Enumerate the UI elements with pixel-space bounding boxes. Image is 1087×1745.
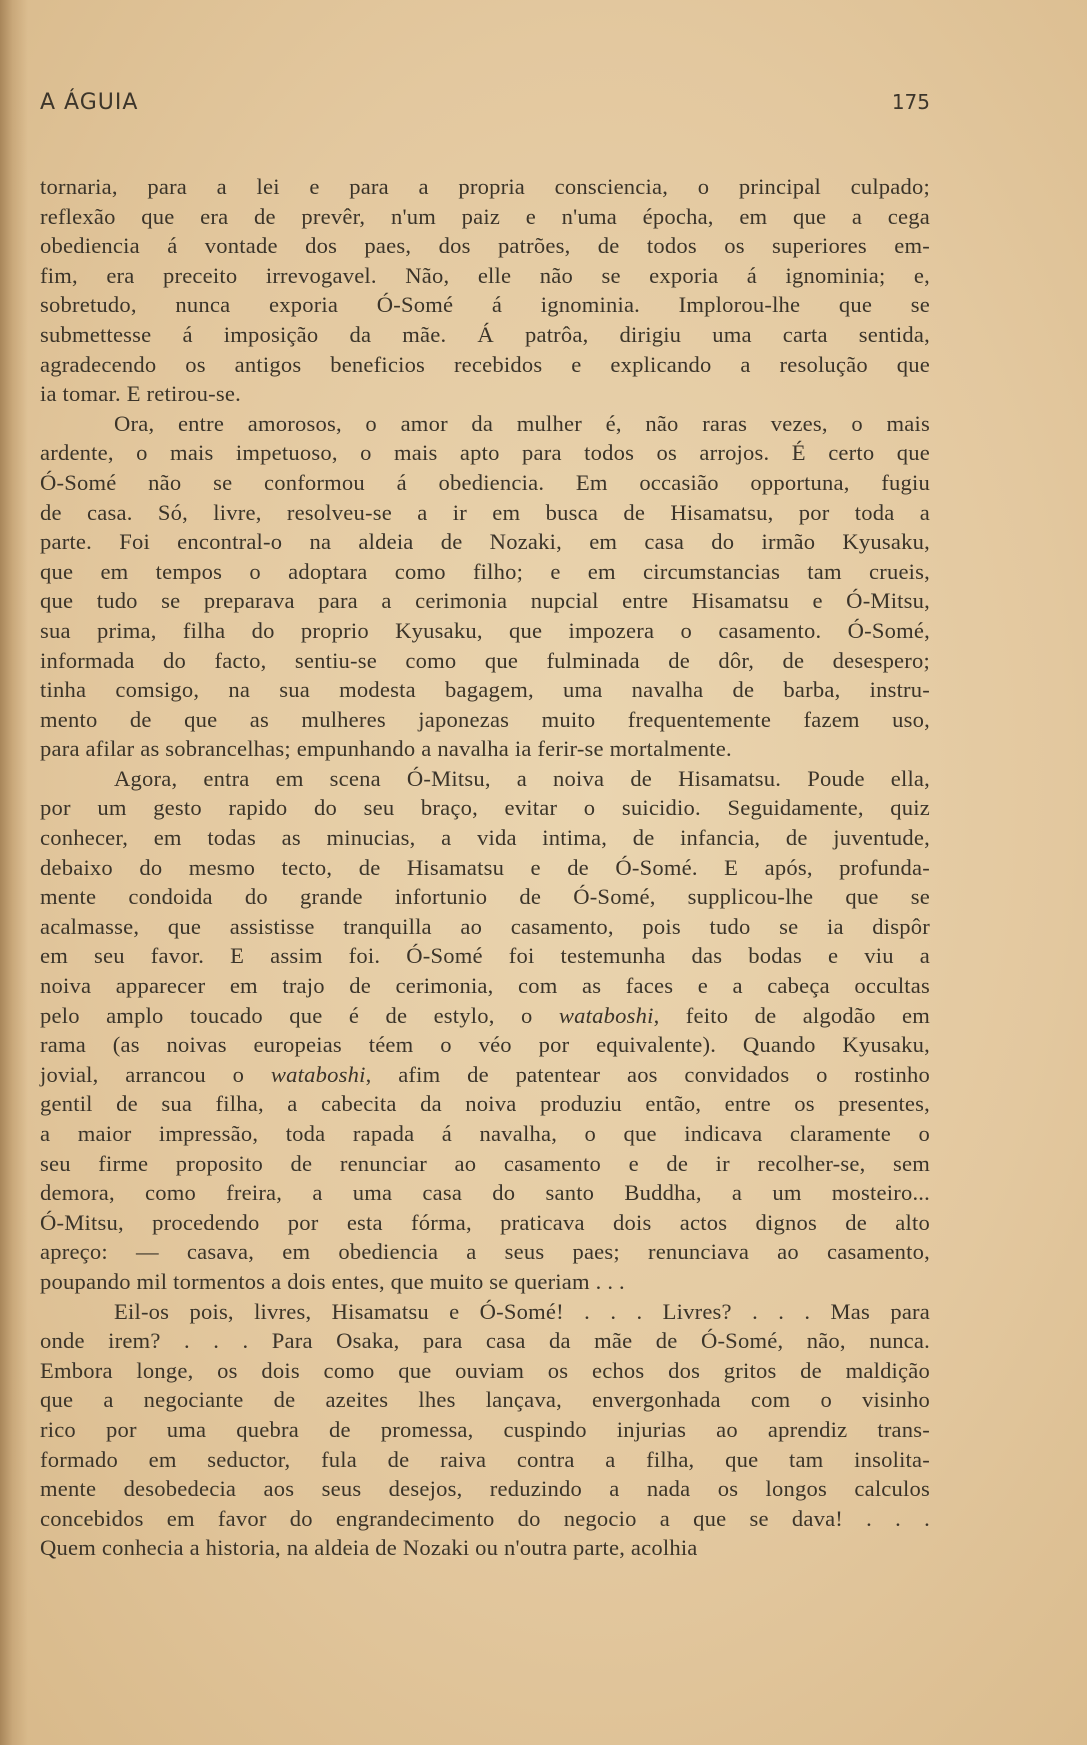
paragraph bbox=[40, 764, 930, 1297]
text-line: ardente, o mais impetuoso, o mais apto para todos os arrojos. É certo que bbox=[40, 440, 930, 466]
page-header bbox=[40, 90, 930, 120]
text-line: debaixo do mesmo tecto, de Hisamatsu e de Ó-Somé. E após, profunda- bbox=[40, 854, 930, 880]
text-line: conhecer, em todas as minucias, a vida intima, de infancia, de juventude, bbox=[40, 825, 930, 851]
text-line: a maior impressão, toda rapada á navalha, o que indicava claramente o bbox=[40, 1121, 930, 1146]
text-line: que em tempos o adoptara como filho; e em circumstancias tam crueis, bbox=[40, 558, 930, 584]
text-line: mento de que as mulheres japonezas muito frequentemente fazem uso, bbox=[40, 706, 930, 732]
text-line: sobretudo, nunca exporia Ó-Somé á ignominia. Implorou-lhe que se bbox=[40, 292, 930, 318]
text-line: onde irem? . . . Para Osaka, para casa da mãe de Ó-Somé, não, nunca. bbox=[40, 1328, 930, 1354]
text-line: poupando mil tormentos a dois entes, que muito se queriam . . . bbox=[40, 1268, 625, 1294]
text-line: noiva apparecer em trajo de cerimonia, com as faces e a cabeça occultas bbox=[40, 973, 930, 999]
text-line: concebidos em favor do engrandecimento do negocio a que se dava! . . . bbox=[40, 1505, 930, 1531]
page-gutter-shadow bbox=[0, 0, 28, 1745]
text-line: acalmasse, que assistisse tranquilla ao casamento, pois tudo se ia dispôr bbox=[40, 913, 930, 939]
text-line: Ó-Mitsu, procedendo por esta fórma, praticava dois actos dignos de alto bbox=[40, 1209, 930, 1235]
text-line: mente condoida do grande infortunio de Ó-Somé, supplicou-lhe que se bbox=[40, 884, 930, 910]
text-line: obediencia á vontade dos paes, dos patrões, de todos os superiores em- bbox=[40, 233, 930, 259]
text-line: informada do facto, sentiu-se como que fulminada de dôr, de desespero; bbox=[40, 647, 930, 673]
text-line: apreço: — casava, em obediencia a seus paes; renunciava ao casamento, bbox=[40, 1239, 930, 1265]
body-text bbox=[40, 172, 930, 1563]
paragraph bbox=[40, 172, 930, 409]
text-line: reflexão que era de prevêr, n'um paiz e n'uma épocha, em que a cega bbox=[40, 203, 930, 229]
page-number: 175 bbox=[891, 90, 930, 114]
text-line: sua prima, filha do proprio Kyusaku, que impozera o casamento. Ó-Somé, bbox=[40, 617, 930, 643]
text-line: tornaria, para a lei e para a propria consciencia, o principal culpado; bbox=[40, 174, 930, 199]
text-line: agradecendo os antigos beneficios recebidos e explicando a resolução que bbox=[40, 351, 930, 377]
text-line: Ó-Somé não se conformou á obediencia. Em occasião opportuna, fugiu bbox=[40, 469, 930, 495]
text-line: rama (as noivas europeias téem o véo por equivalente). Quando Kyusaku, bbox=[40, 1032, 930, 1058]
text-line: ia tomar. E retirou-se. bbox=[40, 381, 241, 407]
text-line: de casa. Só, livre, resolveu-se a ir em busca de Hisamatsu, por toda a bbox=[40, 499, 930, 525]
text-line: Quem conhecia a historia, na aldeia de Nozaki ou n'outra parte, acolhia bbox=[40, 1535, 698, 1561]
text-line: tinha comsigo, na sua modesta bagagem, uma navalha de barba, instru- bbox=[40, 677, 930, 703]
text-line: Embora longe, os dois como que ouviam os echos dos gritos de maldição bbox=[40, 1357, 930, 1383]
text-line: que tudo se preparava para a cerimonia nupcial entre Hisamatsu e Ó-Mitsu, bbox=[40, 588, 930, 614]
text-line: demora, como freira, a uma casa do santo Buddha, a um mosteiro... bbox=[40, 1180, 930, 1206]
running-head: A ÁGUIA bbox=[40, 90, 139, 115]
text-line: rico por uma quebra de promessa, cuspindo injurias ao aprendiz trans- bbox=[40, 1416, 930, 1442]
text-line: formado em seductor, fula de raiva contra a filha, que tam insolita- bbox=[40, 1446, 930, 1472]
text-line: por um gesto rapido do seu braço, evitar o suicidio. Seguidamente, quiz bbox=[40, 795, 930, 821]
paragraph bbox=[40, 1297, 930, 1563]
text-line: que a negociante de azeites lhes lançava, envergonhada com o visinho bbox=[40, 1387, 930, 1413]
text-line: seu firme proposito de renunciar ao casamento e de ir recolher-se, sem bbox=[40, 1150, 930, 1176]
text-line: parte. Foi encontral-o na aldeia de Nozaki, em casa do irmão Kyusaku, bbox=[40, 529, 930, 555]
text-line: gentil de sua filha, a cabecita da noiva produziu então, entre os presentes, bbox=[40, 1091, 930, 1117]
text-line: pelo amplo toucado que é de estylo, o wataboshi, feito de algodão em bbox=[40, 1002, 930, 1028]
text-line: mente desobedecia aos seus desejos, reduzindo a nada os longos calculos bbox=[40, 1476, 930, 1502]
text-line: jovial, arrancou o wataboshi, afim de patentear aos convidados o rostinho bbox=[40, 1061, 930, 1087]
paragraph bbox=[40, 409, 930, 764]
text-line: para afilar as sobrancelhas; empunhando a navalha ia ferir-se mortalmente. bbox=[40, 736, 732, 762]
text-line: Agora, entra em scena Ó-Mitsu, a noiva de Hisamatsu. Poude ella, bbox=[114, 765, 930, 791]
text-line: Ora, entre amorosos, o amor da mulher é, não raras vezes, o mais bbox=[114, 410, 930, 436]
text-line: submettesse á imposição da mãe. Á patrôa, dirigiu uma carta sentida, bbox=[40, 321, 930, 347]
text-line: em seu favor. E assim foi. Ó-Somé foi testemunha das bodas e viu a bbox=[40, 943, 930, 969]
text-line: Eil-os pois, livres, Hisamatsu e Ó-Somé! . . . Livres? . . . Mas para bbox=[114, 1298, 930, 1324]
text-line: fim, era preceito irrevogavel. Não, elle não se exporia á ignominia; e, bbox=[40, 262, 930, 288]
